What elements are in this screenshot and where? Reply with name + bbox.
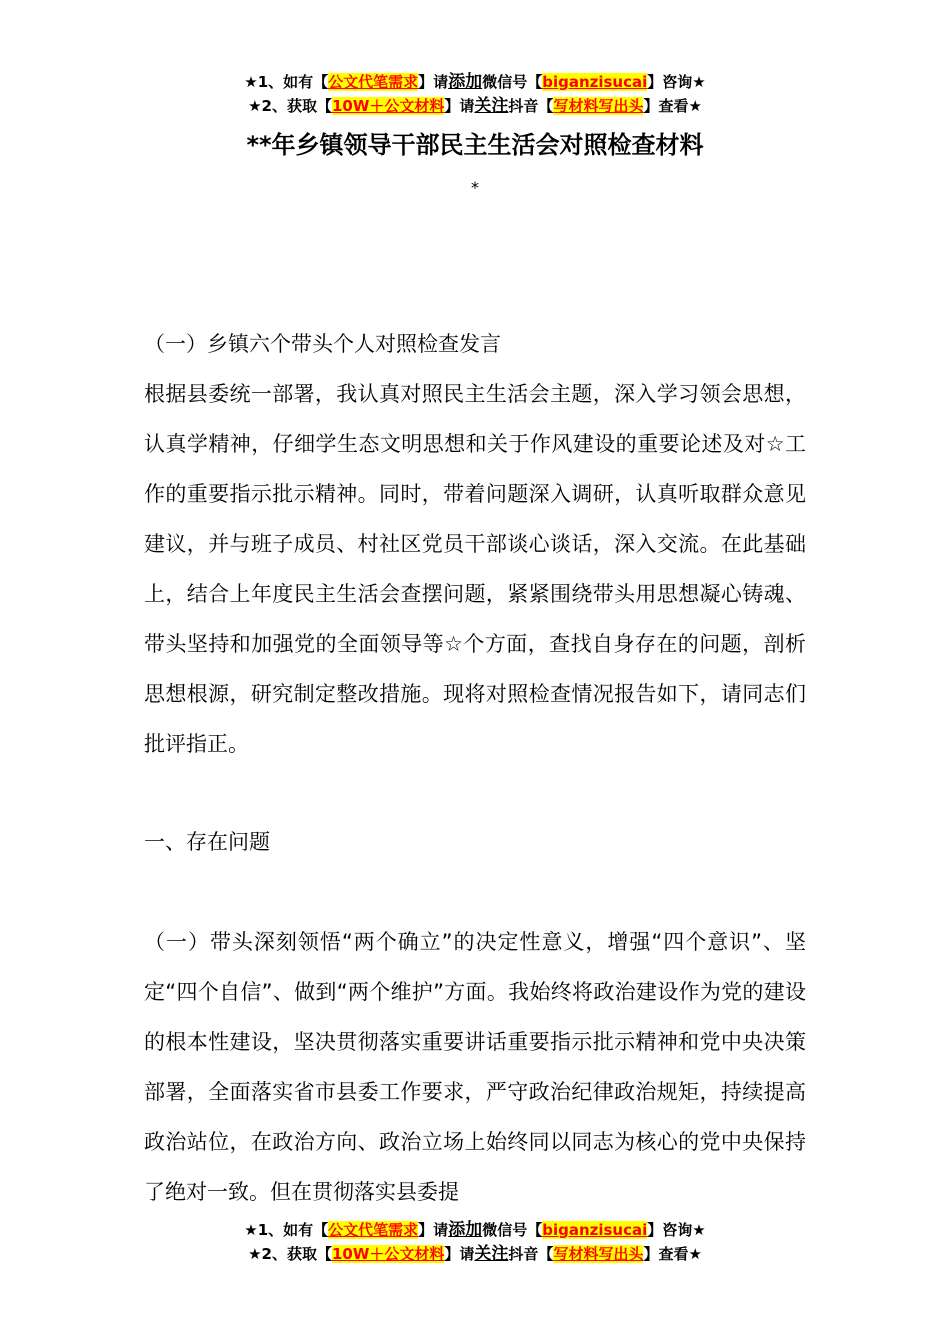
section-heading: （一）乡镇六个带头个人对照检查发言	[144, 332, 501, 356]
promo-text: 微信号【	[482, 73, 543, 91]
promo-banner-bottom	[0, 1218, 950, 1266]
promo-text: 】咨询★	[647, 73, 706, 91]
promo-emphasis: 关注	[474, 1244, 509, 1264]
promo-text: 】请	[418, 73, 449, 91]
point1-paragraph: （一）带头深刻领悟“两个确立”的决定性意义，增强“四个意识”、坚定“四个自信”、做到“两个维护”方面。我始终将政治建设作为党的建设的根本性建设，坚决贯彻落实重要讲话重要指示批示精神和党中央决策部署，全面落实省市县委工作要求，严守政治纪律政治规矩，持续提高政治站位，在政治方向、政治立场上始终同以同志为核心的党中央保持了绝对一致。但在贯彻落实县委提	[144, 930, 806, 1204]
promo-text: 】查看★	[643, 97, 702, 115]
promo-text: 抖音【	[508, 1245, 554, 1263]
promo-wechat-id: biganzisucai	[542, 1221, 648, 1239]
promo-emphasis: 关注	[474, 96, 509, 116]
promo-highlight: 10W＋公文材料	[331, 97, 445, 115]
promo-emphasis: 添加	[448, 72, 483, 92]
promo-highlight: 公文代笔需求	[328, 1221, 419, 1239]
promo-line-1	[0, 1218, 950, 1242]
promo-text: 】请	[418, 1221, 449, 1239]
promo-text: ★2、获取【	[248, 97, 332, 115]
promo-text: ★2、获取【	[248, 1245, 332, 1263]
promo-banner-top	[0, 70, 950, 118]
promo-douyin-id: 写材料写出头	[553, 97, 644, 115]
promo-text: 】请	[444, 1245, 475, 1263]
promo-highlight: 10W＋公文材料	[331, 1245, 445, 1263]
promo-text: ★1、如有【	[244, 1221, 329, 1239]
promo-text: 抖音【	[508, 97, 554, 115]
promo-line-2	[0, 1242, 950, 1266]
promo-text: ★1、如有【	[244, 73, 329, 91]
document-title: **年乡镇领导干部民主生活会对照检查材料	[246, 131, 704, 159]
promo-line-2	[0, 94, 950, 118]
promo-douyin-id: 写材料写出头	[553, 1245, 644, 1263]
promo-text: 】请	[444, 97, 475, 115]
promo-line-1	[0, 70, 950, 94]
promo-highlight: 公文代笔需求	[328, 73, 419, 91]
promo-text: 】咨询★	[647, 1221, 706, 1239]
part-heading: 一、存在问题	[144, 830, 270, 854]
promo-text: 】查看★	[643, 1245, 702, 1263]
intro-paragraph: 根据县委统一部署，我认真对照民主生活会主题，深入学习领会思想，认真学精神，仔细学生态文明思想和关于作风建设的重要论述及对☆工作的重要指示批示精神。同时，带着问题深入调研，认真听取群众意见建议，并与班子成员、村社区党员干部谈心谈话，深入交流。在此基础上，结合上年度民主生活会查摆问题，紧紧围绕带头用思想凝心铸魂、带头坚持和加强党的全面领导等☆个方面，查找自身存在的问题，剖析思想根源，研究制定整改措施。现将对照检查情况报告如下，请同志们批评指正。	[144, 382, 806, 756]
promo-emphasis: 添加	[448, 1220, 483, 1240]
promo-wechat-id: biganzisucai	[542, 73, 648, 91]
document-subtitle: *	[471, 178, 479, 197]
promo-text: 微信号【	[482, 1221, 543, 1239]
